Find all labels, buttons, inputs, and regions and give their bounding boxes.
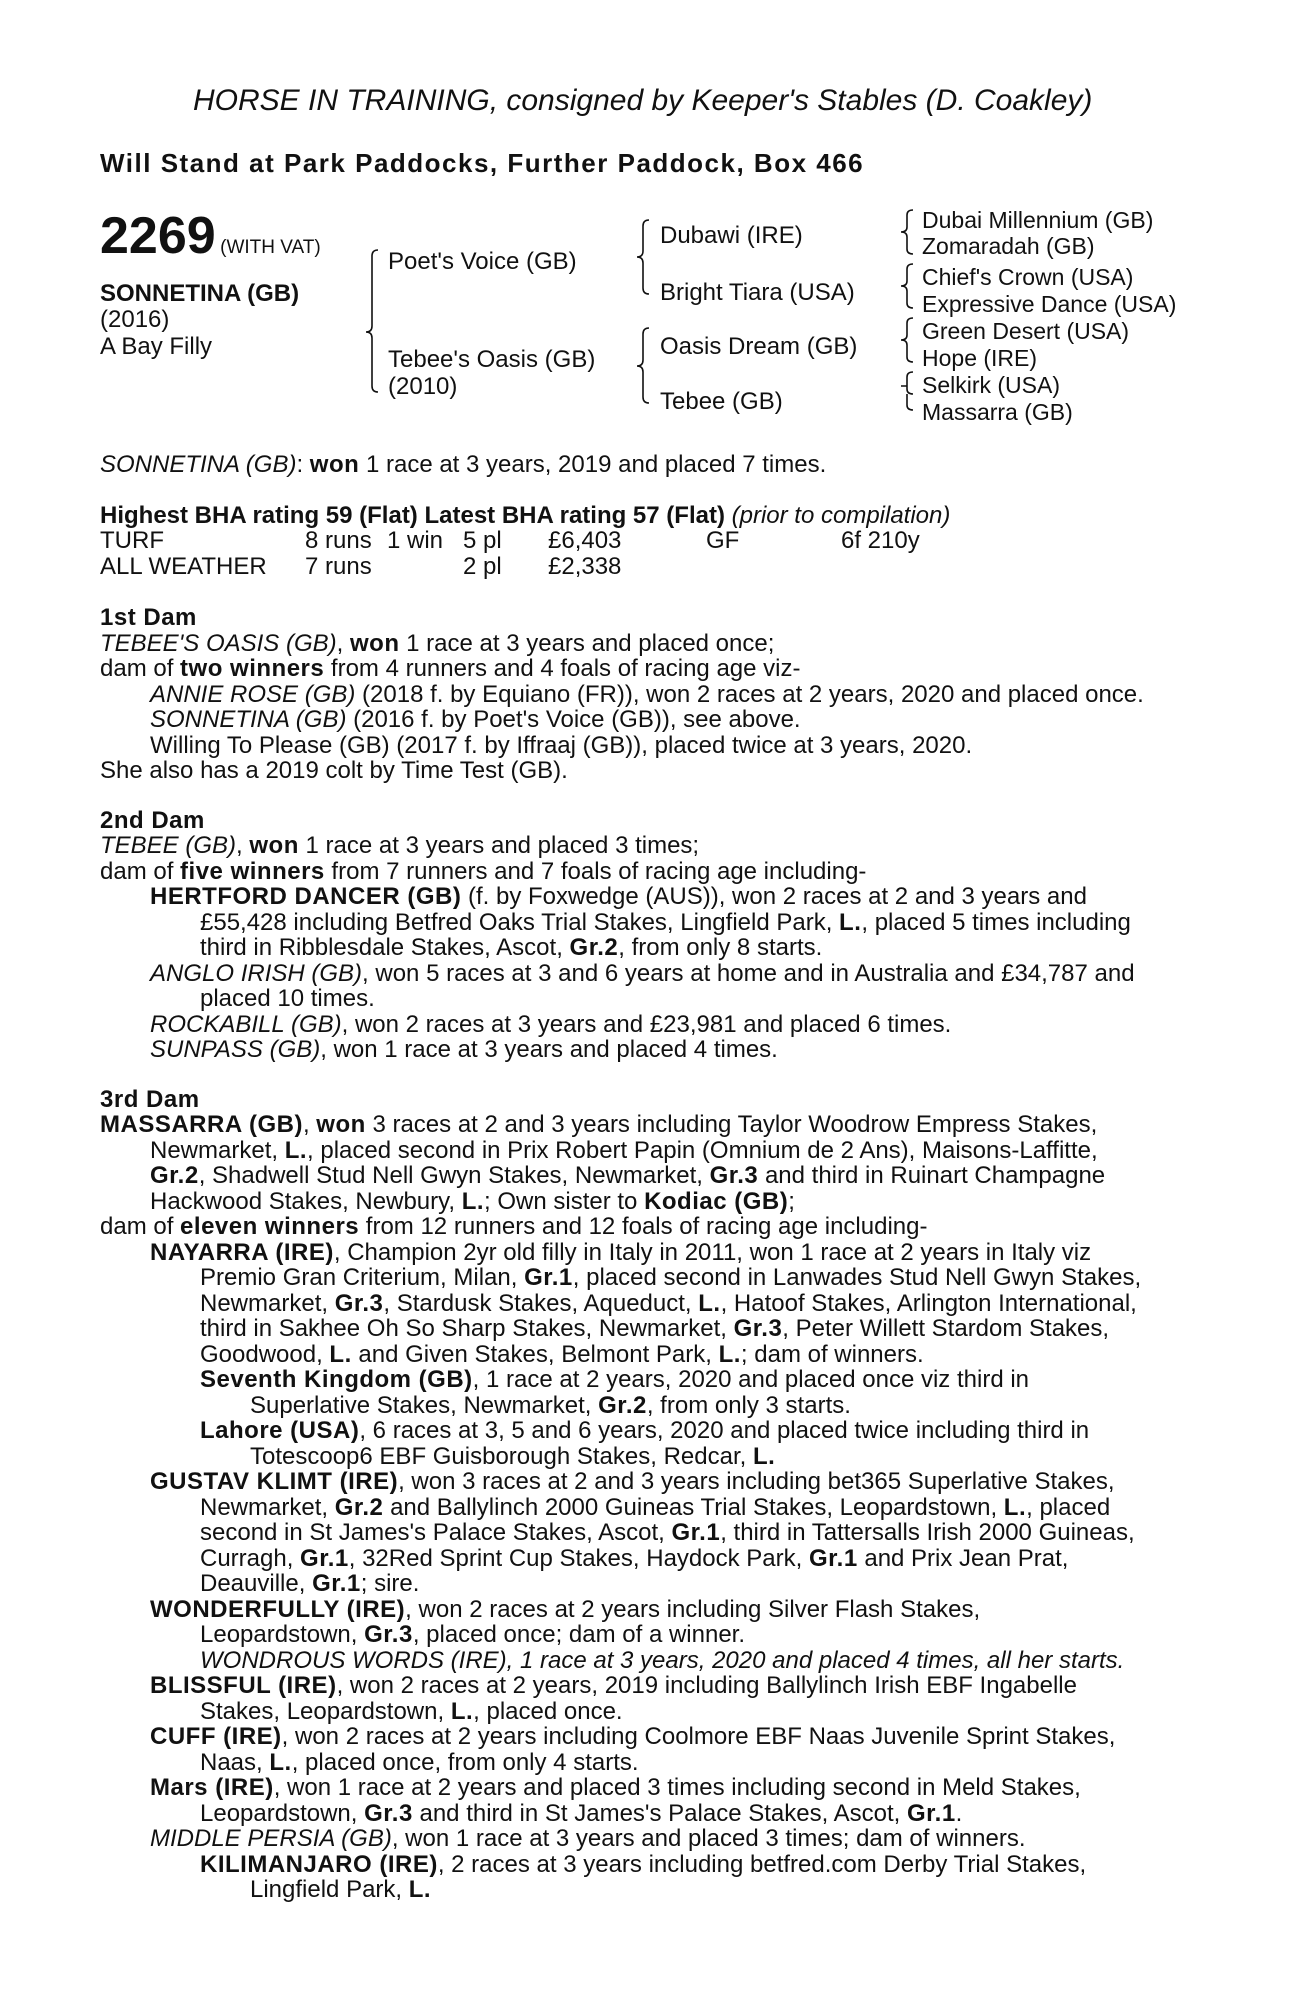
produce-gustav-klimt: GUSTAV KLIMT (IRE), won 3 races at 2 and 3 years including bet365 Superlative Stakes, xyxy=(150,1468,1115,1495)
produce-wonderfully: WONDERFULLY (IRE), won 2 races at 2 years including Silver Flash Stakes, xyxy=(150,1595,981,1623)
pedigree-g3: Chief's Crown (USA) xyxy=(922,264,1134,290)
first-dam-produce: dam of two winners from 4 runners and 4 foals of racing age viz- xyxy=(100,655,801,682)
second-dam-produce: dam of five winners from 7 runners and 7 foals of racing age including- xyxy=(100,857,867,885)
produce-sunpass: SUNPASS (GB), won 1 race at 3 years and placed 4 times. xyxy=(150,1036,778,1063)
horse-year: (2016) xyxy=(100,306,170,333)
race-summary: SONNETINA (GB): won 1 race at 3 years, 2019 and placed 7 times. xyxy=(100,451,827,478)
pedigree-dam-sire: Oasis Dream (GB) xyxy=(660,333,858,360)
first-dam-note: She also has a 2019 colt by Time Test (GB). xyxy=(100,757,568,784)
second-dam-heading: 2nd Dam xyxy=(100,806,205,834)
produce-blissful: BLISSFUL (IRE), won 2 races at 2 years, 2019 including Ballylinch Irish EBF Ingabelle xyxy=(150,1672,1077,1699)
consignor-heading: HORSE IN TRAINING, consigned by Keeper's Stables (D. Coakley) xyxy=(193,84,1093,117)
first-dam-heading: 1st Dam xyxy=(100,604,197,631)
stats-table: TURF 8 runs 1 win 5 pl £6,403 GF 6f 210y ALL WEATHER 7 runs 2 pl £2,338 xyxy=(100,527,920,580)
pedigree-g4: Expressive Dance (USA) xyxy=(922,291,1177,317)
first-dam-line: TEBEE'S OASIS (GB), won 1 race at 3 years and placed once; xyxy=(100,629,775,657)
pedigree-dam: Tebee's Oasis (GB) xyxy=(388,346,596,373)
produce-sonnetina: SONNETINA (GB) (2016 f. by Poet's Voice (GB)), see above. xyxy=(150,706,801,733)
produce-seventh-kingdom: Seventh Kingdom (GB), 1 race at 2 years, 2020 and placed once viz third in xyxy=(200,1366,1030,1393)
pedigree-g7: Selkirk (USA) xyxy=(922,372,1061,398)
family-section: 1st Dam TEBEE'S OASIS (GB), won 1 race at 3 years and placed once; dam of two winners from 4 runners and 4 foals of racing age viz- ANNIE ROSE (GB) (2018 f. by Equiano (FR)), won 2 races at 2 years, 2020 and placed once. SONNETINA (GB) (2016 f. by Poet's Voice (GB)), see above. Willing To Please (GB) (2017 f. by Iffraaj (GB)), placed twice at 3 years, 2020. She also has a 2019 colt by Time Test (GB). 2nd Dam TEBEE (GB), won 1 race at 3 years and placed 3 times; dam of five winners from 7 runners and 7 foals of racing age including- HERTFORD DANCER (GB) (f. by Foxwedge (AUS)), won 2 races at 2 and 3 years and £55,428 including Betfred Oaks Trial Stakes, Lingfield Park, L., placed 5 times including third in Ribblesdale Stakes, Ascot, Gr.2, from only 8 starts. ANGLO IRISH (GB), won 5 races at 3 and 6 years at home and in Australia and £34,787 and placed 10 times. ROCKABILL (GB), won 2 races at 3 years and £23,981 and placed 6 times. SUNPASS (GB), won 1 race at 3 years and placed 4 times. 3rd Dam MASSARRA (GB), won 3 races at 2 and 3 years including Taylor Woodrow Empress Stakes, Newmarket, L., placed second in Prix Robert Papin (Omnium de 2 Ans), Maisons-Laffitte, Gr.2, Shadwell Stud Nell Gwyn Stakes, Newmarket, Gr.3 and third in Ruinart Champagne Hackwood Stakes, Newbury, L.; Own sister to Kodiac (GB); dam of eleven winners from 12 runners and 12 foals of racing age including- NAYARRA (IRE), Champion 2yr old filly in Italy in 2011, won 1 race at 2 years in Italy viz Premio Gran Criterium, Milan, Gr.1, placed second in Lanwades Stud Nell Gwyn Stakes, Newmarket, Gr.3, Stardusk Stakes, Aqueduct, L., Hatoof Stakes, Arlington International, third in Sakhee Oh So Sharp Stakes, Newmarket, Gr.3, Peter Willett Stardom Stakes, Goodwood, L. and Given Stakes, Belmont Park, L.; dam of winners. Seventh Kingdom (GB), 1 race at 2 years, 2020 and placed once viz third in Superlative Stakes, Newmarket, Gr.2, from only 3 starts. Lahore (USA), 6 races at 3, 5 and 6 years, 2020 and placed twice including third in Totescoop6 EBF Guisborough Stakes, Redcar, L. GUSTAV KLIMT (IRE), won 3 races at 2 and 3 years including bet365 Superlative Stakes, Newmarket, Gr.2 and Ballylinch 2000 Guineas Trial Stakes, Leopardstown, L., placed second in St James's Palace Stakes, Ascot, Gr.1, third in Tattersalls Irish 2000 Guineas, Curragh, Gr.1, 32Red Sprint Cup Stakes, Haydock Park, Gr.1 and Prix Jean Prat, Deauville, Gr.1; sire. WONDERFULLY (IRE), won 2 races at 2 years including Silver Flash Stakes, Leopardstown, Gr.3, placed once; dam of a winner. WONDROUS WORDS (IRE), 1 race at 3 years, 2020 and placed 4 times, all her starts. BLISSFUL (IRE), won 2 races at 2 years, 2019 including Ballylinch Irish EBF Ingabelle Stakes, Leopardstown, L., placed once. CUFF (IRE), won 2 races at 2 years including Coolmore EBF Naas Juvenile Sprint Stakes, Naas, L., placed once, from only 4 starts. Mars (IRE), won 1 race at 2 years and placed 3 times including second in Meld Stakes, Leopardstown, Gr.3 and third in St James's Palace Stakes, Ascot, Gr.1. MIDDLE PERSIA (GB), won 1 race at 3 years and placed 3 times; dam of winners. KILIMANJARO (IRE), 2 races at 3 years including betfred.com Derby Trial Stakes, Lingfield Park, L. xyxy=(100,604,1144,1903)
pedigree-dam-year: (2010) xyxy=(388,373,458,400)
produce-anglo-irish: ANGLO IRISH (GB), won 5 races at 3 and 6 years at home and in Australia and £34,787 and xyxy=(150,959,1135,987)
produce-middle-persia: MIDDLE PERSIA (GB), won 1 race at 3 years and placed 3 times; dam of winners. xyxy=(150,1825,1026,1852)
pedigree-g8: Massarra (GB) xyxy=(922,399,1073,425)
pedigree-sire-sire: Dubawi (IRE) xyxy=(660,222,803,249)
pedigree-g5: Green Desert (USA) xyxy=(922,318,1130,344)
produce-wondrous-words: WONDROUS WORDS (IRE), 1 race at 3 years, 2020 and placed 4 times, all her starts. xyxy=(200,1646,1125,1674)
produce-lahore: Lahore (USA), 6 races at 3, 5 and 6 years, 2020 and placed twice including third in xyxy=(200,1417,1090,1444)
produce-willing-to-please: Willing To Please (GB) (2017 f. by Iffraaj (GB)), placed twice at 3 years, 2020. xyxy=(150,731,973,759)
third-dam-heading: 3rd Dam xyxy=(100,1085,200,1113)
horse-name: SONNETINA (GB) xyxy=(100,280,300,307)
produce-nayarra: NAYARRA (IRE), Champion 2yr old filly in Italy in 2011, won 1 race at 2 years in Italy viz xyxy=(150,1238,1092,1266)
lot-number: 2269 xyxy=(100,207,216,265)
second-dam-line: TEBEE (GB), won 1 race at 3 years and placed 3 times; xyxy=(100,832,700,859)
pedigree-g2: Zomaradah (GB) xyxy=(922,233,1095,259)
horse-description: A Bay Filly xyxy=(100,333,213,360)
pedigree-g6: Hope (IRE) xyxy=(922,345,1038,371)
produce-mars: Mars (IRE), won 1 race at 2 years and placed 3 times including second in Meld Stakes, xyxy=(150,1774,1081,1801)
pedigree-sire: Poet's Voice (GB) xyxy=(388,248,577,275)
rating-line: Highest BHA rating 59 (Flat) Latest BHA rating 57 (Flat) (prior to compilation) xyxy=(100,502,951,529)
produce-hertford-dancer: HERTFORD DANCER (GB) (f. by Foxwedge (AUS)), won 2 races at 2 and 3 years and xyxy=(150,883,1087,910)
pedigree-sire-dam: Bright Tiara (USA) xyxy=(660,279,855,306)
produce-kilimanjaro: KILIMANJARO (IRE), 2 races at 3 years including betfred.com Derby Trial Stakes, xyxy=(200,1850,1087,1878)
pedigree-dam-dam: Tebee (GB) xyxy=(660,388,783,415)
produce-cuff: CUFF (IRE), won 2 races at 2 years including Coolmore EBF Naas Juvenile Sprint Stakes, xyxy=(150,1723,1116,1750)
vat-note: (WITH VAT) xyxy=(220,237,321,258)
pedigree-g1: Dubai Millennium (GB) xyxy=(922,207,1154,233)
produce-annie-rose: ANNIE ROSE (GB) (2018 f. by Equiano (FR)), won 2 races at 2 years, 2020 and placed once. xyxy=(150,680,1144,708)
produce-rockabill: ROCKABILL (GB), won 2 races at 3 years and £23,981 and placed 6 times. xyxy=(150,1010,952,1038)
location-heading: Will Stand at Park Paddocks, Further Paddock, Box 466 xyxy=(100,148,865,178)
third-dam-line: MASSARRA (GB), won 3 races at 2 and 3 years including Taylor Woodrow Empress Stakes, xyxy=(100,1111,1098,1138)
third-dam-produce: dam of eleven winners from 12 runners and 12 foals of racing age including- xyxy=(100,1213,928,1240)
